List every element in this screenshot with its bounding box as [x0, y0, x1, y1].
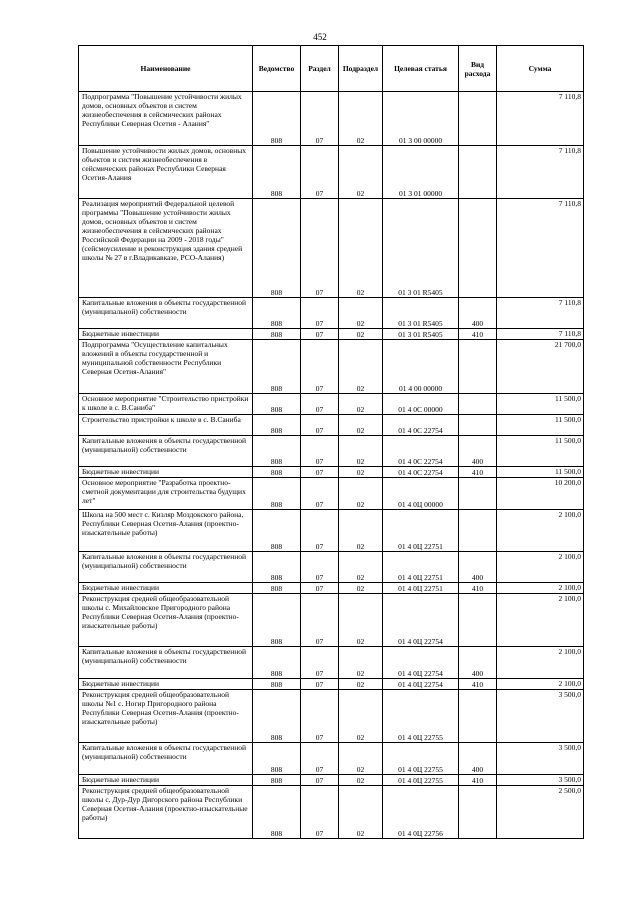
row-name: Основное мероприятие "Строительство пристройки к школе в с. В.Саниба" [79, 394, 253, 415]
row-target-article: 01 4 0Ц 22755 [383, 743, 459, 775]
row-department: 808 [253, 298, 301, 329]
row-section: 07 [301, 510, 339, 552]
row-name: Капитальные вложения в объекты государственной (муниципальной) собственности [79, 552, 253, 583]
table-row [79, 743, 584, 775]
row-sum: 21 700,0 [497, 340, 584, 394]
row-name: Бюджетные инвестиции [79, 329, 253, 340]
row-department: 808 [253, 92, 301, 146]
row-subsection: 02 [339, 415, 383, 436]
row-name: Строительство пристройки к школе в с. В.Саниба [79, 415, 253, 436]
row-subsection: 02 [339, 690, 383, 743]
row-subsection: 02 [339, 298, 383, 329]
row-department: 808 [253, 478, 301, 510]
row-section: 07 [301, 329, 339, 340]
col-header-name: Наименование [79, 46, 253, 92]
row-expense-type: 410 [459, 775, 497, 786]
row-name: Бюджетные инвестиции [79, 467, 253, 478]
row-sum: 7 110,8 [497, 329, 584, 340]
row-section: 07 [301, 478, 339, 510]
row-target-article: 01 4 0С 22754 [383, 467, 459, 478]
row-expense-type: 410 [459, 679, 497, 690]
row-department: 808 [253, 199, 301, 298]
row-section: 07 [301, 786, 339, 839]
row-subsection: 02 [339, 394, 383, 415]
row-target-article: 01 4 0С 00000 [383, 394, 459, 415]
row-section: 07 [301, 340, 339, 394]
row-department: 808 [253, 679, 301, 690]
row-subsection: 02 [339, 329, 383, 340]
row-section: 07 [301, 436, 339, 467]
row-section: 07 [301, 743, 339, 775]
row-target-article: 01 4 0Ц 22756 [383, 786, 459, 839]
row-sum: 11 500,0 [497, 467, 584, 478]
row-name: Основное мероприятие "Разработка проектно-сметной документации для строительства будущих лет" [79, 478, 253, 510]
row-target-article: 01 4 0Ц 22755 [383, 690, 459, 743]
row-sum: 3 500,0 [497, 690, 584, 743]
row-subsection: 02 [339, 786, 383, 839]
row-expense-type [459, 146, 497, 199]
row-sum: 7 110,8 [497, 146, 584, 199]
row-sum: 7 110,8 [497, 92, 584, 146]
row-name: Реконструкция средней общеобразовательной школы №1 с. Ногир Пригородного района Республики Северная Осетия-Алания (проектно-изыскательные работы) [79, 690, 253, 743]
row-subsection: 02 [339, 199, 383, 298]
row-name: Капитальные вложения в объекты государственной (муниципальной) собственности [79, 647, 253, 679]
row-department: 808 [253, 775, 301, 786]
row-subsection: 02 [339, 92, 383, 146]
row-target-article: 01 4 0Ц 22751 [383, 583, 459, 594]
row-sum: 2 100,0 [497, 583, 584, 594]
row-subsection: 02 [339, 552, 383, 583]
table-row [79, 478, 584, 510]
row-expense-type [459, 478, 497, 510]
col-header-section: Раздел [301, 46, 339, 92]
row-sum: 3 500,0 [497, 743, 584, 775]
table-row [79, 415, 584, 436]
row-subsection: 02 [339, 436, 383, 467]
row-expense-type [459, 690, 497, 743]
row-target-article: 01 4 0Ц 22755 [383, 775, 459, 786]
row-department: 808 [253, 340, 301, 394]
row-expense-type [459, 510, 497, 552]
col-header-target-article: Целевая статья [383, 46, 459, 92]
row-department: 808 [253, 467, 301, 478]
row-expense-type [459, 786, 497, 839]
row-subsection: 02 [339, 510, 383, 552]
row-section: 07 [301, 199, 339, 298]
row-subsection: 02 [339, 583, 383, 594]
table-row [79, 329, 584, 340]
row-section: 07 [301, 298, 339, 329]
row-name: Капитальные вложения в объекты государственной (муниципальной) собственности [79, 298, 253, 329]
row-expense-type [459, 92, 497, 146]
row-target-article: 01 3 01 R5405 [383, 199, 459, 298]
row-expense-type: 400 [459, 647, 497, 679]
row-subsection: 02 [339, 679, 383, 690]
row-target-article: 01 4 0Ц 22754 [383, 594, 459, 647]
row-section: 07 [301, 552, 339, 583]
row-expense-type [459, 394, 497, 415]
row-sum: 2 100,0 [497, 552, 584, 583]
row-department: 808 [253, 583, 301, 594]
table-row [79, 786, 584, 839]
row-sum: 3 500,0 [497, 775, 584, 786]
row-section: 07 [301, 394, 339, 415]
table-row [79, 146, 584, 199]
budget-table [78, 45, 584, 839]
row-section: 07 [301, 467, 339, 478]
row-expense-type: 400 [459, 743, 497, 775]
row-department: 808 [253, 415, 301, 436]
table-row [79, 679, 584, 690]
row-name: Подпрограмма "Повышение устойчивости жилых домов, основных объектов и систем жизнеобеспечения в сейсмических районах Республики Северная Осетия - Алания" [79, 92, 253, 146]
row-name: Реализация мероприятий Федеральной целевой программы "Повышение устойчивости жилых домов, основных объектов и систем жизнеобеспечения в сейсмических районах Российской Федерации на 2009 - 2018 годы" (сейсмоусиление и реконструкция здания средней школы № 27 в г.Владикавказе, РСО-Алания) [79, 199, 253, 298]
row-target-article: 01 4 0Ц 22751 [383, 552, 459, 583]
row-expense-type: 400 [459, 552, 497, 583]
row-name: Реконструкция средней общеобразовательной школы с. Михайловское Пригородного района Республики Северная Осетия-Алания (проектно-изыскательные работы) [79, 594, 253, 647]
row-target-article: 01 4 0Ц 00000 [383, 478, 459, 510]
row-department: 808 [253, 743, 301, 775]
row-target-article: 01 4 00 00000 [383, 340, 459, 394]
row-sum: 2 100,0 [497, 647, 584, 679]
row-expense-type [459, 199, 497, 298]
table-row [79, 199, 584, 298]
row-subsection: 02 [339, 340, 383, 394]
row-department: 808 [253, 329, 301, 340]
row-name: Бюджетные инвестиции [79, 775, 253, 786]
row-subsection: 02 [339, 775, 383, 786]
table-row [79, 436, 584, 467]
row-target-article: 01 4 0Ц 22754 [383, 679, 459, 690]
row-expense-type: 400 [459, 298, 497, 329]
row-sum: 2 500,0 [497, 786, 584, 839]
table-row [79, 92, 584, 146]
col-header-sum: Сумма [497, 46, 584, 92]
row-department: 808 [253, 552, 301, 583]
row-section: 07 [301, 415, 339, 436]
row-target-article: 01 4 0С 22754 [383, 436, 459, 467]
row-department: 808 [253, 647, 301, 679]
page-number: 452 [313, 32, 327, 42]
table-row [79, 394, 584, 415]
row-name: Повышение устойчивости жилых домов, основных объектов и систем жизнеобеспечения в сейсмических районах Республики Северная Осетия-Алания [79, 146, 253, 199]
row-name: Подпрограмма "Осуществление капитальных вложений в объекты государственной и муниципальной собственности Республики Северная Осетия-Алания" [79, 340, 253, 394]
row-department: 808 [253, 436, 301, 467]
row-target-article: 01 3 00 00000 [383, 92, 459, 146]
table-row [79, 583, 584, 594]
table-row [79, 467, 584, 478]
row-department: 808 [253, 146, 301, 199]
row-section: 07 [301, 775, 339, 786]
row-name: Реконструкция средней общеобразовательной школы с. Дур-Дур Дигорского района Республики Северная Осетия-Алания (проектно-изыскательные работы) [79, 786, 253, 839]
row-department: 808 [253, 690, 301, 743]
row-department: 808 [253, 786, 301, 839]
row-subsection: 02 [339, 478, 383, 510]
row-department: 808 [253, 510, 301, 552]
row-department: 808 [253, 394, 301, 415]
row-expense-type: 410 [459, 467, 497, 478]
row-sum: 11 500,0 [497, 415, 584, 436]
col-header-department: Ведомство [253, 46, 301, 92]
row-section: 07 [301, 92, 339, 146]
row-name: Бюджетные инвестиции [79, 679, 253, 690]
row-expense-type [459, 594, 497, 647]
row-department: 808 [253, 594, 301, 647]
table-row [79, 552, 584, 583]
row-expense-type: 410 [459, 583, 497, 594]
row-section: 07 [301, 690, 339, 743]
row-section: 07 [301, 583, 339, 594]
row-subsection: 02 [339, 146, 383, 199]
row-section: 07 [301, 146, 339, 199]
row-name: Бюджетные инвестиции [79, 583, 253, 594]
table-row [79, 647, 584, 679]
row-target-article: 01 4 0С 22754 [383, 415, 459, 436]
table-row [79, 510, 584, 552]
row-name: Капитальные вложения в объекты государственной (муниципальной) собственности [79, 436, 253, 467]
row-name: Капитальные вложения в объекты государственной (муниципальной) собственности [79, 743, 253, 775]
row-sum: 2 100,0 [497, 679, 584, 690]
row-subsection: 02 [339, 647, 383, 679]
row-sum: 11 500,0 [497, 436, 584, 467]
col-header-subsection: Подраздел [339, 46, 383, 92]
table-row [79, 594, 584, 647]
table-row [79, 775, 584, 786]
row-sum: 11 500,0 [497, 394, 584, 415]
row-expense-type [459, 415, 497, 436]
row-expense-type [459, 340, 497, 394]
row-subsection: 02 [339, 467, 383, 478]
row-subsection: 02 [339, 743, 383, 775]
row-sum: 2 100,0 [497, 510, 584, 552]
row-sum: 10 200,0 [497, 478, 584, 510]
row-sum: 2 100,0 [497, 594, 584, 647]
row-sum: 7 110,8 [497, 199, 584, 298]
row-name: Школа на 500 мест с. Кизляр Моздокского района, Республики Северная Осетия-Алания (проектно-изыскательные работы) [79, 510, 253, 552]
row-target-article: 01 3 01 R5405 [383, 329, 459, 340]
table-row [79, 690, 584, 743]
table-row [79, 340, 584, 394]
row-section: 07 [301, 647, 339, 679]
row-target-article: 01 3 01 00000 [383, 146, 459, 199]
row-sum: 7 110,8 [497, 298, 584, 329]
row-subsection: 02 [339, 594, 383, 647]
row-target-article: 01 4 0Ц 22751 [383, 510, 459, 552]
table-row [79, 298, 584, 329]
col-header-expense-type: Вид расхода [459, 46, 497, 92]
row-target-article: 01 3 01 R5405 [383, 298, 459, 329]
row-section: 07 [301, 679, 339, 690]
row-expense-type: 410 [459, 329, 497, 340]
row-expense-type: 400 [459, 436, 497, 467]
row-target-article: 01 4 0Ц 22754 [383, 647, 459, 679]
row-section: 07 [301, 594, 339, 647]
table-header-row [79, 46, 584, 92]
